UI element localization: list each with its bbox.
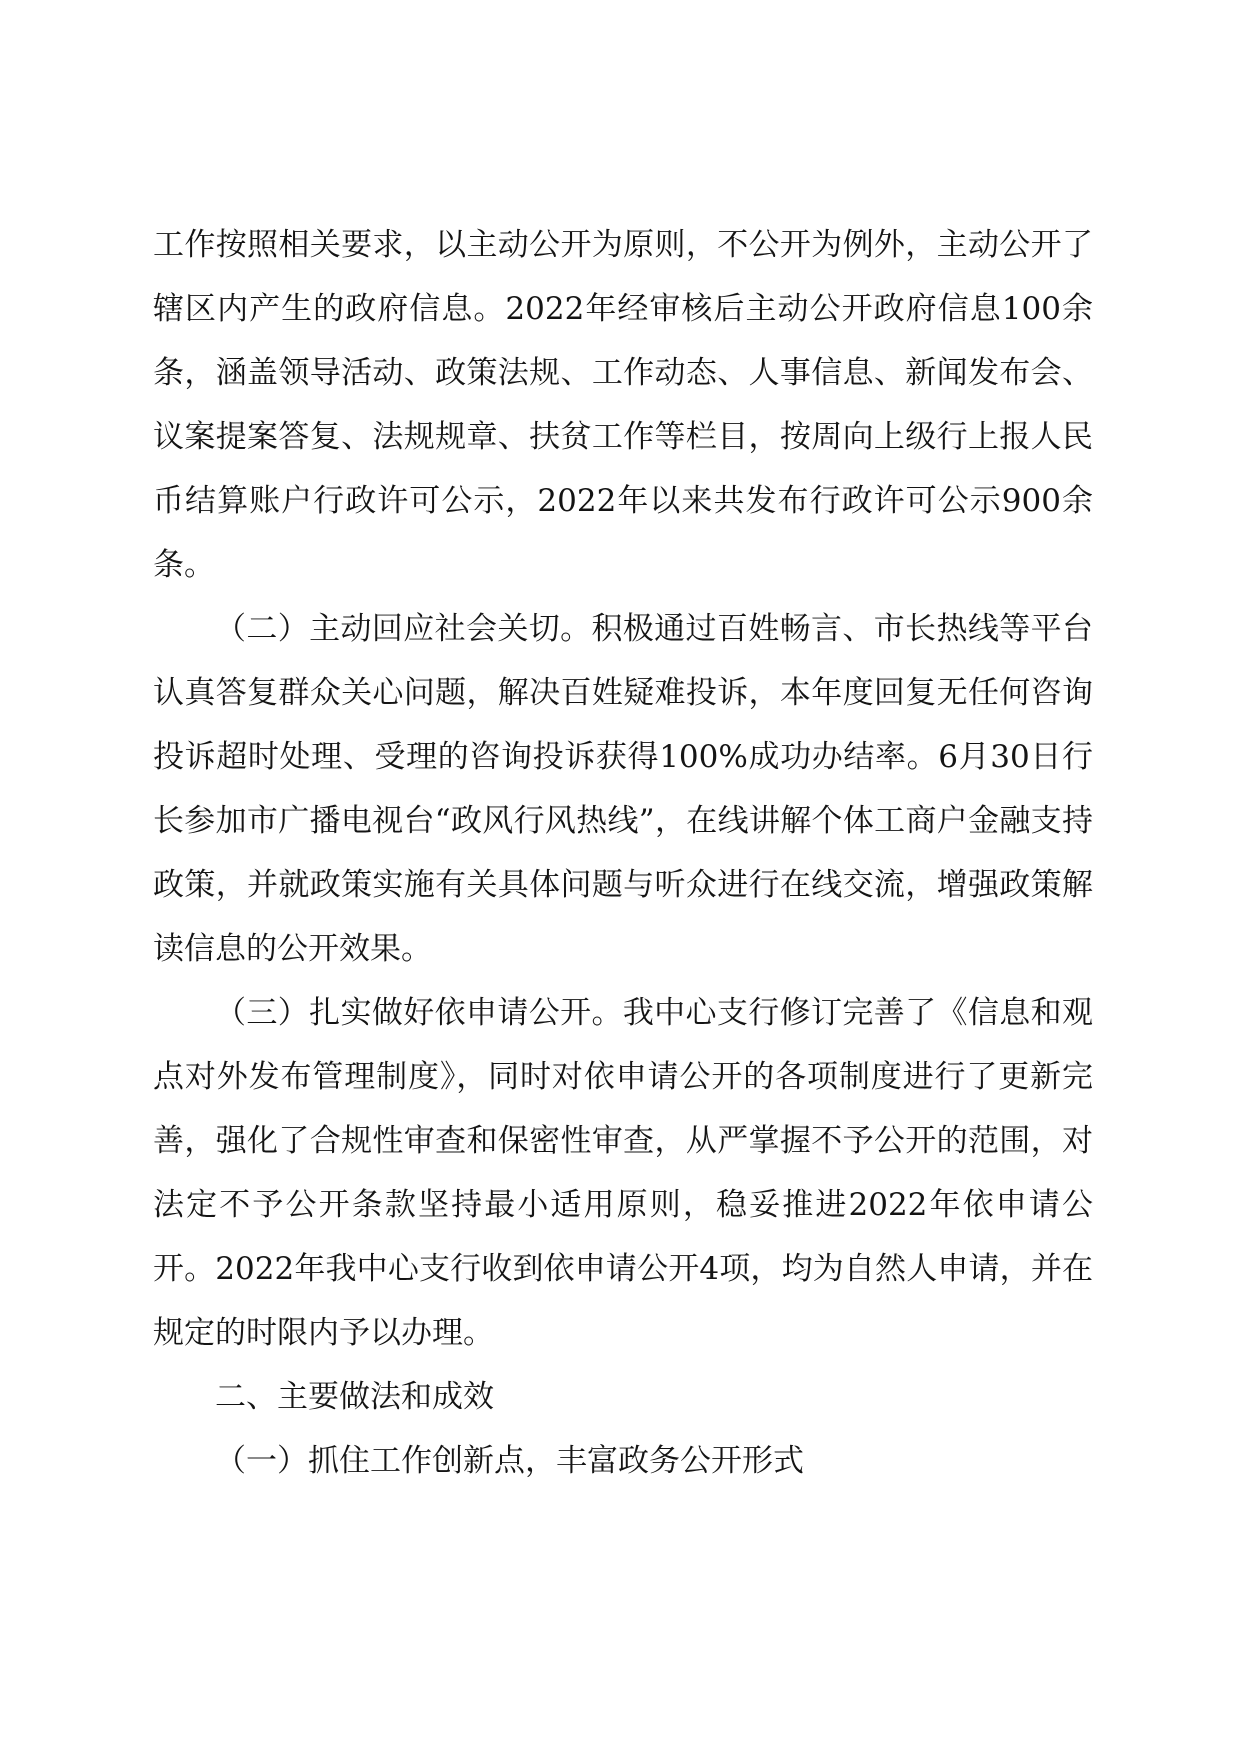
- paragraph-continuation: 工作按照相关要求，以主动公开为原则，不公开为例外，主动公开了辖区内产生的政府信息。2022年经审核后主动公开政府信息100余条，涵盖领导活动、政策法规、工作动态、人事信息、新闻发布会、议案提案答复、法规规章、扶贫工作等栏目，按周向上级行上报人民币结算账户行政许可公示，2022年以来共发布行政许可公示900余条。: [153, 227, 1093, 583]
- document-body: [153, 213, 1093, 1493]
- subsection-heading: （一）抓住工作创新点，丰富政务公开形式: [215, 1443, 804, 1479]
- section-heading: 二、主要做法和成效: [215, 1379, 494, 1415]
- paragraph-social-concerns: （二）主动回应社会关切。积极通过百姓畅言、市长热线等平台认真答复群众关心问题，解决百姓疑难投诉，本年度回复无任何咨询投诉超时处理、受理的咨询投诉获得100%成功办结率。6月30日行长参加市广播电视台“政风行风热线”，在线讲解个体工商户金融支持政策，并就政策实施有关具体问题与听众进行在线交流，增强政策解读信息的公开效果。: [153, 611, 1093, 967]
- paragraph-on-request-disclosure: （三）扎实做好依申请公开。我中心支行修订完善了《信息和观点对外发布管理制度》，同时对依申请公开的各项制度进行了更新完善，强化了合规性审查和保密性审查，从严掌握不予公开的范围，对法定不予公开条款坚持最小适用原则，稳妥推进2022年依申请公开。2022年我中心支行收到依申请公开4项，均为自然人申请，并在规定的时限内予以办理。: [153, 995, 1093, 1351]
